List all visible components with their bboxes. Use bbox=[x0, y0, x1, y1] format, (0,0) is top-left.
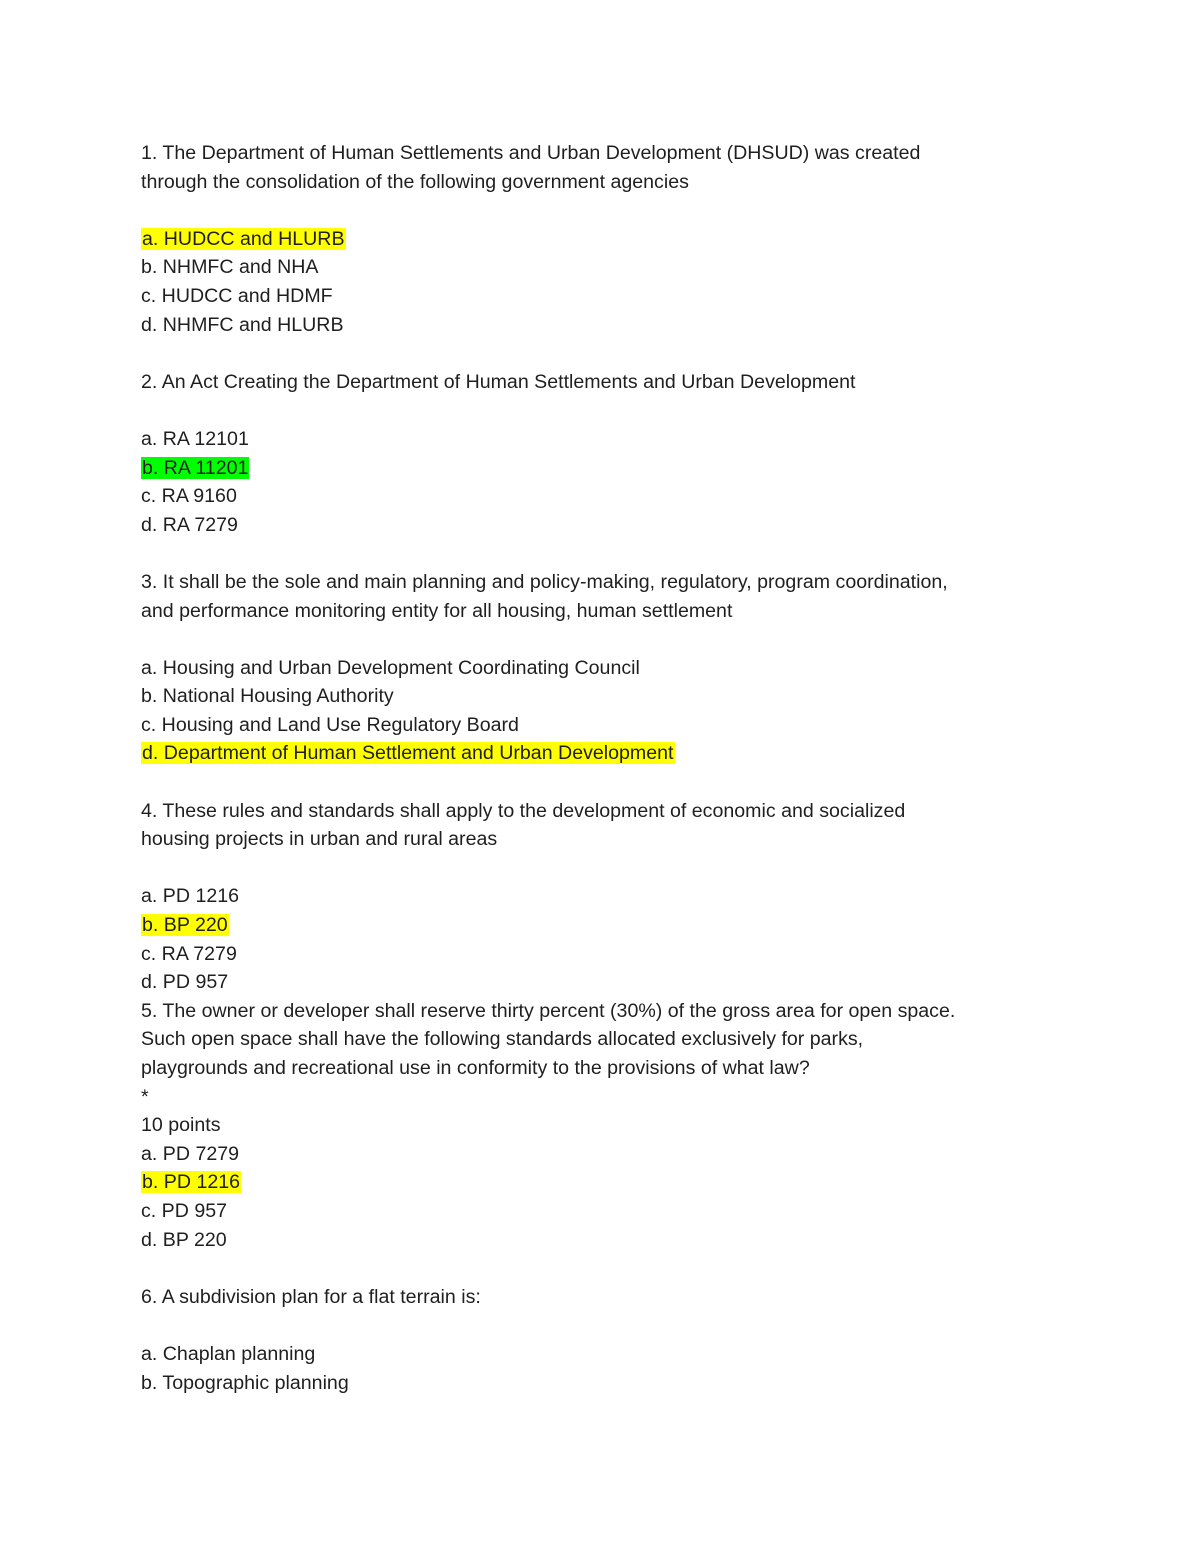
question-1-text-line-2: through the consolidation of the following government agencies bbox=[141, 170, 689, 193]
question-3-option-b: b. National Housing Authority bbox=[141, 685, 394, 708]
answer-highlight: b. PD 1216 bbox=[142, 1171, 241, 1194]
question-2-text-line-1: 2. An Act Creating the Department of Human Settlements and Urban Development bbox=[141, 370, 856, 393]
question-1-text-line-1: 1. The Department of Human Settlements and Urban Development (DHSUD) was created bbox=[141, 142, 921, 164]
answer-highlight: b. BP 220 bbox=[142, 914, 228, 937]
question-1-option-a bbox=[141, 225, 1061, 254]
points-label: 10 points bbox=[141, 1114, 221, 1137]
question-5 bbox=[141, 997, 1061, 1254]
question-4-text-line-2: housing projects in urban and rural areas bbox=[141, 828, 498, 851]
question-5-option-c: c. PD 957 bbox=[141, 1199, 228, 1222]
question-1-option-d: d. NHMFC and HLURB bbox=[141, 313, 344, 336]
question-5-text-line-1: 5. The owner or developer shall reserve thirty percent (30%) of the gross area for open space. bbox=[141, 999, 956, 1022]
question-4-option-d: d. PD 957 bbox=[141, 971, 229, 994]
question-5-option-a: a. PD 7279 bbox=[141, 1142, 240, 1165]
question-1 bbox=[141, 139, 1061, 339]
question-6-option-b: b. Topographic planning bbox=[141, 1371, 349, 1394]
question-6-option-a: a. Chaplan planning bbox=[141, 1342, 316, 1365]
question-5-text-line-3: playgrounds and recreational use in conformity to the provisions of what law? bbox=[141, 1057, 810, 1079]
answer-highlight: d. Department of Human Settlement and Urban Development bbox=[142, 742, 674, 765]
question-3-option-c: c. Housing and Land Use Regulatory Board bbox=[141, 713, 519, 736]
question-1-option-c: c. HUDCC and HDMF bbox=[141, 284, 333, 307]
answer-highlight: a. HUDCC and HLURB bbox=[142, 227, 345, 250]
question-4-option-a: a. PD 1216 bbox=[141, 885, 240, 908]
question-3-text-line-1: 3. It shall be the sole and main planning and policy-making, regulatory, program coordination, bbox=[141, 570, 948, 593]
question-1-option-b: b. NHMFC and NHA bbox=[141, 256, 319, 279]
question-5-option-d: d. BP 220 bbox=[141, 1228, 227, 1251]
required-mark: * bbox=[141, 1085, 149, 1108]
question-4-text-line-1: 4. These rules and standards shall apply to the development of economic and socialized bbox=[141, 799, 906, 822]
question-2 bbox=[141, 368, 1061, 540]
question-5-option-b bbox=[141, 1168, 1061, 1197]
question-2-option-b bbox=[141, 454, 1061, 483]
question-6 bbox=[141, 1283, 1061, 1397]
question-2-option-d: d. RA 7279 bbox=[141, 513, 238, 536]
question-3-option-a: a. Housing and Urban Development Coordinating Council bbox=[141, 656, 640, 679]
question-4-option-b bbox=[141, 911, 1061, 940]
document-page bbox=[141, 139, 1061, 1397]
answer-highlight: b. RA 11201 bbox=[142, 456, 249, 479]
question-3-text-line-2: and performance monitoring entity for all housing, human settlement bbox=[141, 599, 733, 622]
question-5-text-line-2: Such open space shall have the following standards allocated exclusively for parks, bbox=[141, 1028, 864, 1051]
question-3-option-d bbox=[141, 739, 1061, 768]
question-4-option-c: c. RA 7279 bbox=[141, 942, 237, 965]
question-4 bbox=[141, 797, 1061, 997]
question-2-option-c: c. RA 9160 bbox=[141, 485, 237, 508]
question-2-option-a: a. RA 12101 bbox=[141, 427, 249, 450]
question-6-text-line-1: 6. A subdivision plan for a flat terrain is: bbox=[141, 1285, 481, 1308]
question-3 bbox=[141, 568, 1061, 768]
